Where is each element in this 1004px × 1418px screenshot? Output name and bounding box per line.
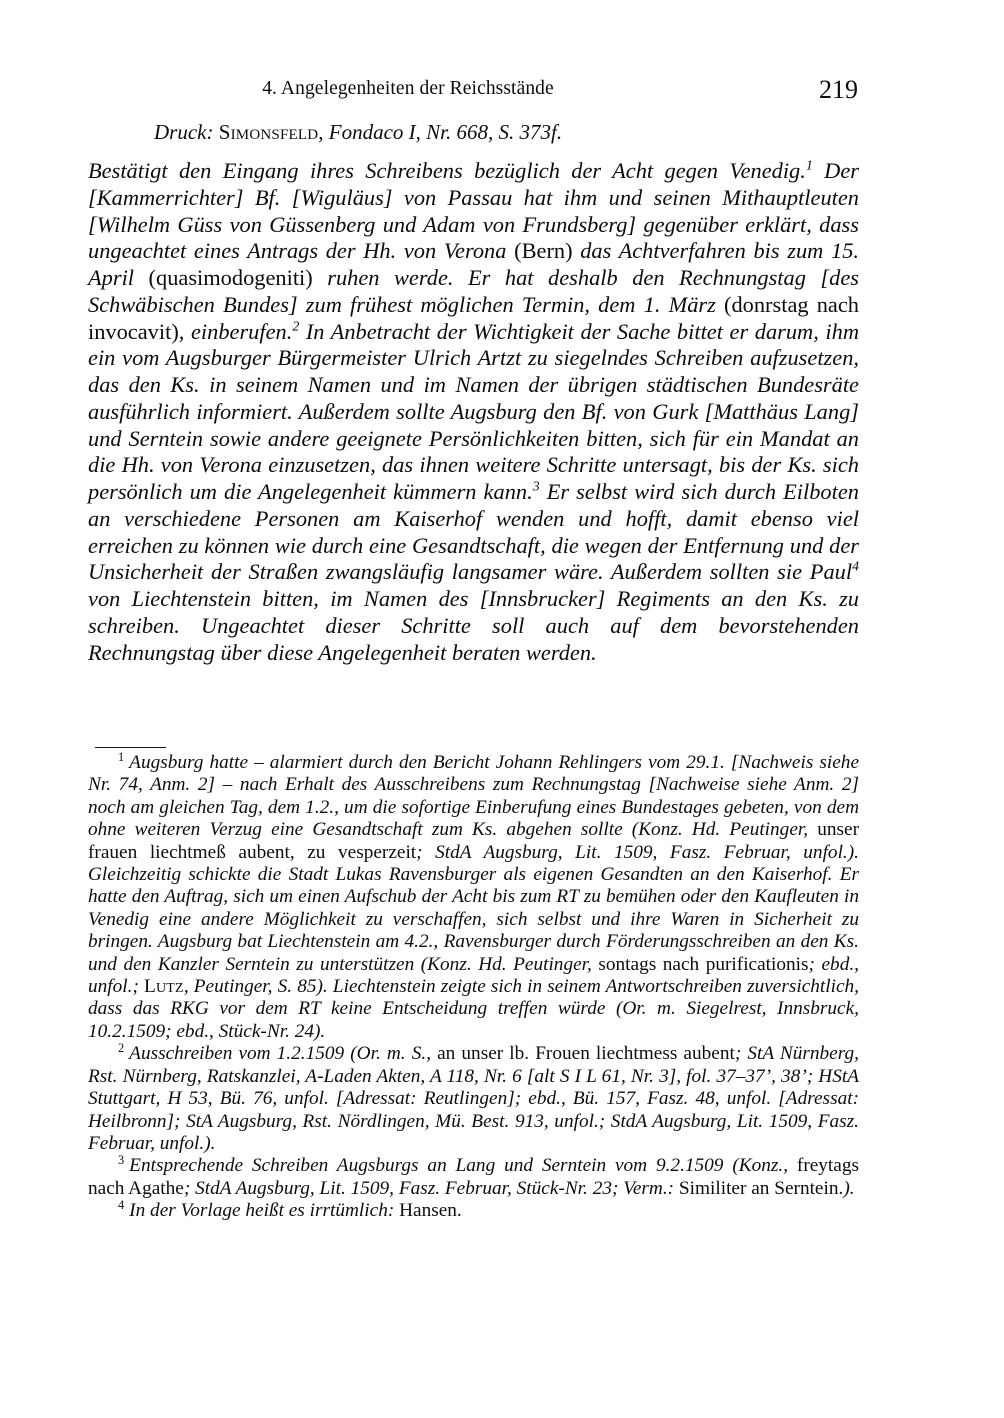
footnote-marker: 3 [118,1152,125,1167]
source-citation: , Fondaco I, Nr. 668, S. 373f. [318,120,563,144]
footnote-text: In der Vorlage heißt es irrtümlich: [129,1200,395,1222]
footnote-ref-1[interactable]: 1 [805,158,813,174]
regest-part-1: Bestätigt den Eingang ihres Schreibens bezüglich der Acht gegen Venedig. [88,158,806,183]
regest-roman-bern: (Bern) [514,238,573,264]
footnote-quote: Hansen. [394,1200,462,1222]
footnote-marker: 4 [118,1197,125,1212]
footnote-text: Entsprechende Schreiben Augsburgs an Lang und Serntein vom 9.2.1509 (Konz., [129,1155,789,1177]
footnote-marker: 1 [118,749,125,764]
footnote-text: Ausschreiben vom 1.2.1509 (Or. m. S., [129,1043,432,1065]
regest-part-6: In Anbetracht der Wichtigkeit der Sache bittet er darum, ihm ein vom Augsburger Bürgermeister Ulrich Artzt zu siegelndes Schreiben aufzusetzen, das den Ks. in seinem Namen und im Namen der übrigen städtischen Bundesräte ausführlich informiert. Außerdem sollte Augsburg den Bf. von Gurk [Matthäus Lang] und Serntein sowie andere geeignete Persönlichkeiten bitten, sich für ein Mandat an die Hh. von Verona einzusetzen, das ihnen weitere Schritte untersagt, bis der Ks. sich persönlich um die Angelegenheit kümmern kann. [88,318,859,504]
footnote-quote: unser frauen liechtmeß aubent, zu vesperzeit [88,819,859,863]
footnote-text: ; StdA Augsburg, Lit. 1509, Fasz. Februar, unfol.). Gleichzeitig schickte die Stadt Lukas Ravensburger als eigenen Gesandten an den Kaiserhof. Er hatte den Auftrag, sich um einen Aufschub der Acht bis zum RT zu bemühen oder den Kaufleuten in Venedig eine andere Möglichkeit zu verschaffen, sich selbst und ihre Waren in Sicherheit zu bringen. Augsburg bat Liechtenstein am 4.2., Ravensburger durch Förderungsschreiben an den Ks. und den Kanzler Serntein zu unterstützen (Konz. Hd. Peutinger, [88,841,859,975]
running-head [88,75,858,104]
footnote-ref-4[interactable]: 4 [852,559,859,575]
footnote-quote: an unser lb. Frouen liechtmess aubent [431,1043,735,1065]
source-reference-line [88,119,858,147]
footnote-text: Augsburg hatte – alarmiert durch den Bericht Johann Rehlingers vom 29.1. [Nachweis siehe Nr. 74, Anm. 2] – nach Erhalt des Ausschreibens zum Rechnungstag [Nachweise siehe Anm. 2] noch am gleichen Tag, dem 1.2., um die sofortige Einberufung eines Bundestages gebeten, von dem ohne weiteren Verzug eine Gesandtschaft zum Ks. abgehen sollte (Konz. Hd. Peutinger, [88,752,859,841]
footnote-item [88,1152,859,1200]
footnote-quote: freytags nach Agathe [88,1155,859,1199]
footnote-text: , Peutinger, S. 85). Liechtenstein zeigte sich in seinem Antwortschreiben zuversichtlich, dass das RKG vor dem RT keine Entscheidung treffen würde (Or. m. Siegelrest, Innsbruck, 10.2.1509; ebd., Stück-Nr. 24). [88,976,859,1042]
regest-part-7: Er selbst wird sich durch Eilboten an verschiedene Personen am Kaiserhof wenden und hofft, damit ebenso viel erreichen zu können wie durch eine Gesandtschaft, die wegen der Entfernung und der Unsicherheit der Straßen zwangsläufig langsamer wäre. Außerdem sollten sie Paul [88,479,859,585]
regest-part-4: ruhen werde. Er hat deshalb den Rechnungstag [des Schwäbischen Bundes] zum frühest möglichen Termin, dem 1. März [88,265,859,317]
source-author: Simonsfeld [218,120,319,144]
footnotes-block [88,749,859,1223]
footnote-author: Lutz [144,976,184,998]
regest-part-8: von Liechtenstein bitten, im Namen des [Innsbrucker] Regiments an den Ks. zu schreiben. Ungeachtet dieser Schritte soll auch auf dem bevorstehenden Rechnungstag über diese Angelegenheit beraten werden. [88,586,859,665]
footnote-ref-2[interactable]: 2 [292,319,300,335]
footnote-item [88,1040,859,1155]
regest-part-3: das Achtverfahren bis zum 15. April [88,238,859,290]
page-number: 219 [819,75,858,104]
footnote-marker: 2 [118,1040,125,1055]
running-head-title: 4. Angelegenheiten der Reichsstände [262,78,554,99]
footnote-text: ; StdA Augsburg, Lit. 1509, Fasz. Februar, Stück-Nr. 23; Verm.: [183,1177,675,1199]
footnote-text: ; StA Nürnberg, Rst. Nürnberg, Ratskanzlei, A-Laden Akten, A 118, Nr. 6 [alt S I L 61, Nr. 3], fol. 37–37’, 38’; HStA Stuttgart, H 53, Bü. 76, unfol. [Adressat: Reutlingen]; ebd., Bü. 157, Fasz. 48, unfol. [Adressat: Heilbronn]; StA Augsburg, Rst. Nördlingen, Mü. Best. 913, unfol.; StdA Augsburg, Lit. 1509, Fasz. Februar, unfol.). [88,1043,859,1154]
footnote-item [88,1197,859,1222]
footnote-separator-rule [95,747,166,748]
footnote-item [88,749,859,1043]
footnote-ref-3[interactable]: 3 [532,479,540,495]
footnote-text: ). [843,1177,855,1199]
regest-part-2: Der [Kammerrichter] Bf. [Wiguläus] von Passau hat ihm und seinen Mithauptleuten [Wilhelm Güss von Güssenberg und Adam von Frundsberg] gegenüber erklärt, dass ungeachtet eines Antrags der Hh. von Verona [88,158,859,264]
footnote-quote: Similiter an Serntein. [674,1177,844,1199]
footnote-quote: sontags nach purificationis [591,953,809,975]
regest-roman-quasimodogeniti: (quasimodogeniti) [148,265,313,290]
regest-part-5: , einberufen. [178,318,293,344]
source-label: Druck: [154,120,214,144]
footnote-text: ; ebd., unfol.; [88,953,859,998]
regest-body [88,158,859,666]
regest-roman-donrstag: (donrstag nach invocavit) [88,291,860,344]
